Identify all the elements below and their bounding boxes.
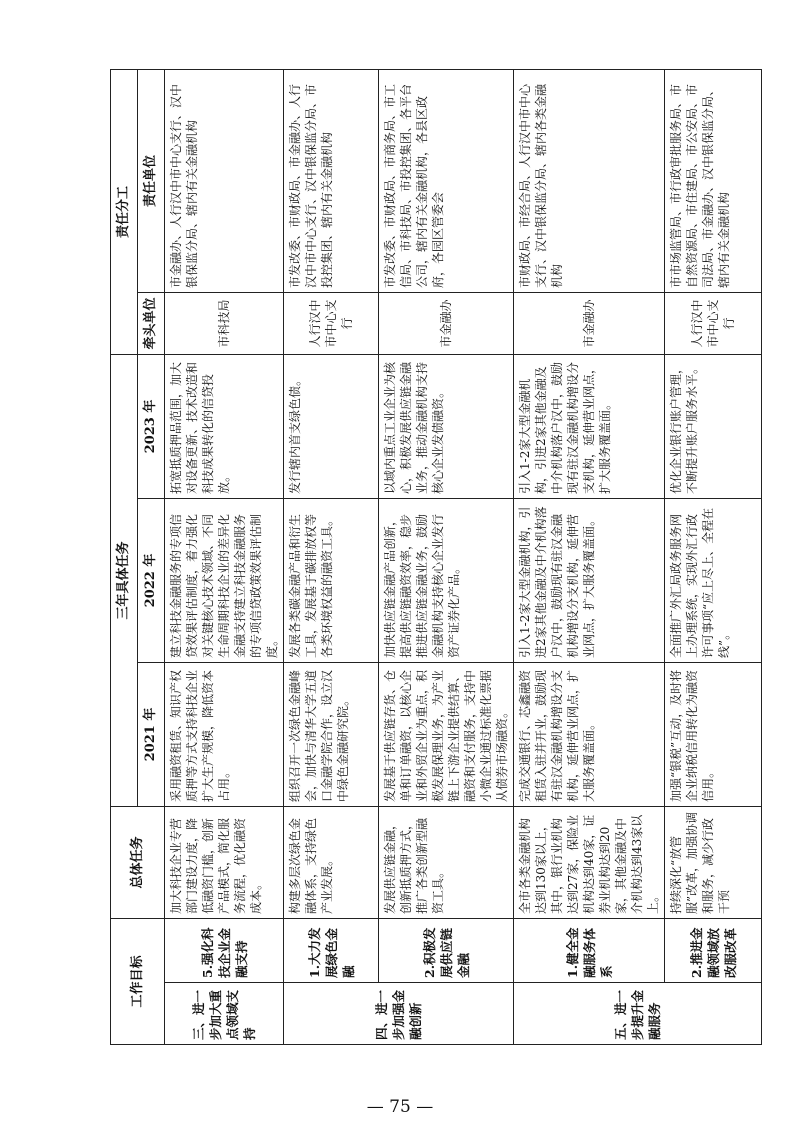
row-resp-unit: 市财政局、市经合局、人行汉中市中心支行、汉中银保监分局、辖内各类金融机构 bbox=[514, 69, 665, 292]
row-lead-unit: 市科技局 bbox=[165, 292, 284, 354]
row-resp-unit: 市金融办、人行汉中市中心支行、汉中银保监分局、辖内有关金融机构 bbox=[165, 69, 284, 292]
header-2022: 2022 年 bbox=[138, 498, 165, 662]
header-overall: 总体任务 bbox=[111, 806, 165, 918]
row-subgoal: 5.强化科技企业金融支持 bbox=[165, 918, 284, 982]
row-overall: 持续深化“放管服”改革，加强协调和服务，减少行政干预 bbox=[665, 806, 762, 918]
row-2022: 全面推广外汇局政务服务网上办理系统，实现外汇行政许可事项“应上尽上、全程在线”。 bbox=[665, 498, 762, 662]
row-subgoal: 1.大力发展绿色金融 bbox=[284, 918, 379, 982]
page-number: — 75 — bbox=[366, 1097, 434, 1117]
row-2022: 建立科技金融服务的专项信贷效果评估制度，着力强化对关键核心技术领域、不同生命周期科技企业的差异化金融支持建立科技金融服务的专项信贷政策效果评估制度。 bbox=[165, 498, 284, 662]
row-2022: 加快供应链金融产品创新，提高供应链融资效率，稳步推进供应链金融业务，鼓励金融机构支持核心企业发行资产证券化产品。 bbox=[379, 498, 514, 662]
header-2021: 2021 年 bbox=[138, 662, 165, 806]
row-2023: 拓宽抵质押品范围，加大对设备更新、技术改造和科技成果转化的信贷投放。 bbox=[165, 354, 284, 498]
row-lead-unit: 人行汉中市中心支行 bbox=[665, 292, 762, 354]
table-row bbox=[665, 69, 762, 1044]
row-overall: 全市各类金融机构达到130家以上，其中，银行业机构达到27家，保险业机构达到40家，证券业机构达到20家，其他金融及中介机构达到43家以上。 bbox=[514, 806, 665, 918]
row-2023: 引入1-2家大型金融机构，引进2家其他金融及中介机构落户汉中，鼓励现有驻汉金融机构增设分支机构，延伸营业网点，扩大服务覆盖面。 bbox=[514, 354, 665, 498]
header-three-year: 三年具体任务 bbox=[111, 354, 138, 806]
header-responsibility: 责任分工 bbox=[111, 69, 138, 354]
row-lead-unit: 人行汉中市中心支行 bbox=[284, 292, 379, 354]
row-resp-unit: 市发改委、市财政局、市金融办、人行汉中市中心支行、汉中银保监分局、市投控集团、辖内有关金融机构 bbox=[284, 69, 379, 292]
row-2023: 以域内重点工业企业为核心，积极发展供应链金融业务，推动金融机构支持核心企业发债融资。 bbox=[379, 354, 514, 498]
row-2023: 优化企业银行账户管理，不断提升账户服务水平。 bbox=[665, 354, 762, 498]
row-2021: 发展基于供应链存货、仓单和订单融资，以核心企业和外贸企业为重点，积极发展保理业务，为产业链上下游企业提供结算、融资和支付服务，支持中小微企业通过标准化票据从债券市场融资。 bbox=[379, 662, 514, 806]
table-row bbox=[514, 69, 665, 1044]
table-row bbox=[284, 69, 379, 1044]
section-goal: 三、进一步加大重点领域支持 bbox=[165, 983, 284, 1045]
row-subgoal: 2.积极发展供应链金融 bbox=[379, 918, 514, 982]
row-2021: 采用融资租赁、知识产权质押等方式支持科技企业扩大生产规模，降低资本占用。 bbox=[165, 662, 284, 806]
table-row bbox=[165, 69, 284, 1044]
table-row bbox=[379, 69, 514, 1044]
rotated-page bbox=[110, 70, 738, 1045]
row-subgoal: 2.推进金融领域放改服改革 bbox=[665, 918, 762, 982]
task-table bbox=[110, 69, 762, 1045]
row-lead-unit: 市金融办 bbox=[379, 292, 514, 354]
header-lead-unit: 牵头单位 bbox=[138, 292, 165, 354]
row-2022: 引入1-2家大型金融机构，引进2家其他金融及中介机构落户汉中，鼓励现有驻汉金融机构增设分支机构，延伸营业网点，扩大服务覆盖面。 bbox=[514, 498, 665, 662]
row-lead-unit: 市金融办 bbox=[514, 292, 665, 354]
row-resp-unit: 市市场监管局、市行政审批服务局、市自然资源局、市住建局、市公安局、市司法局、市金融办、汉中银保监分局、辖内有关金融机构 bbox=[665, 69, 762, 292]
header-2023: 2023 年 bbox=[138, 354, 165, 498]
row-2021: 完成交通银行、芯鑫融资租赁入驻并开业，鼓励现有驻汉金融机构增设分支机构，延伸营业网点，扩大服务覆盖面。 bbox=[514, 662, 665, 806]
row-2021: 加强“银税”互动，及时将企业纳税信用转化为融资信用。 bbox=[665, 662, 762, 806]
row-overall: 构建多层次绿色金融体系，支持绿色产业发展。 bbox=[284, 806, 379, 918]
section-goal: 四、进一步加强金融创新 bbox=[284, 983, 514, 1045]
row-2023: 发行辖内首支绿色债。 bbox=[284, 354, 379, 498]
row-resp-unit: 市发改委、市财政局、市商务局、市工信局、市科技局、市投控集团、各平台公司，辖内有关金融机构，各县区政府，各园区管委会 bbox=[379, 69, 514, 292]
row-2022: 发展各类碳金融产品和衍生工具，发展基于碳排放权等各类环境权益的融资工具。 bbox=[284, 498, 379, 662]
row-subgoal: 1.健全金融服务体系 bbox=[514, 918, 665, 982]
header-resp-unit: 责任单位 bbox=[138, 69, 165, 292]
header-goal: 工作目标 bbox=[111, 918, 165, 1044]
row-overall: 发展供应链金融，创新抵质押方式，推广各类创新型融资工具。 bbox=[379, 806, 514, 918]
row-overall: 加大科技企业专营部门建设力度，降低融资门槛，创新产品模式，简化服务流程，优化融资成本。 bbox=[165, 806, 284, 918]
section-goal: 五、进一步提升金融服务 bbox=[514, 983, 762, 1045]
row-2021: 组织召开一次绿色金融峰会，加快与清华大学五道口金融学院合作，设立汉中绿色金融研究院。 bbox=[284, 662, 379, 806]
